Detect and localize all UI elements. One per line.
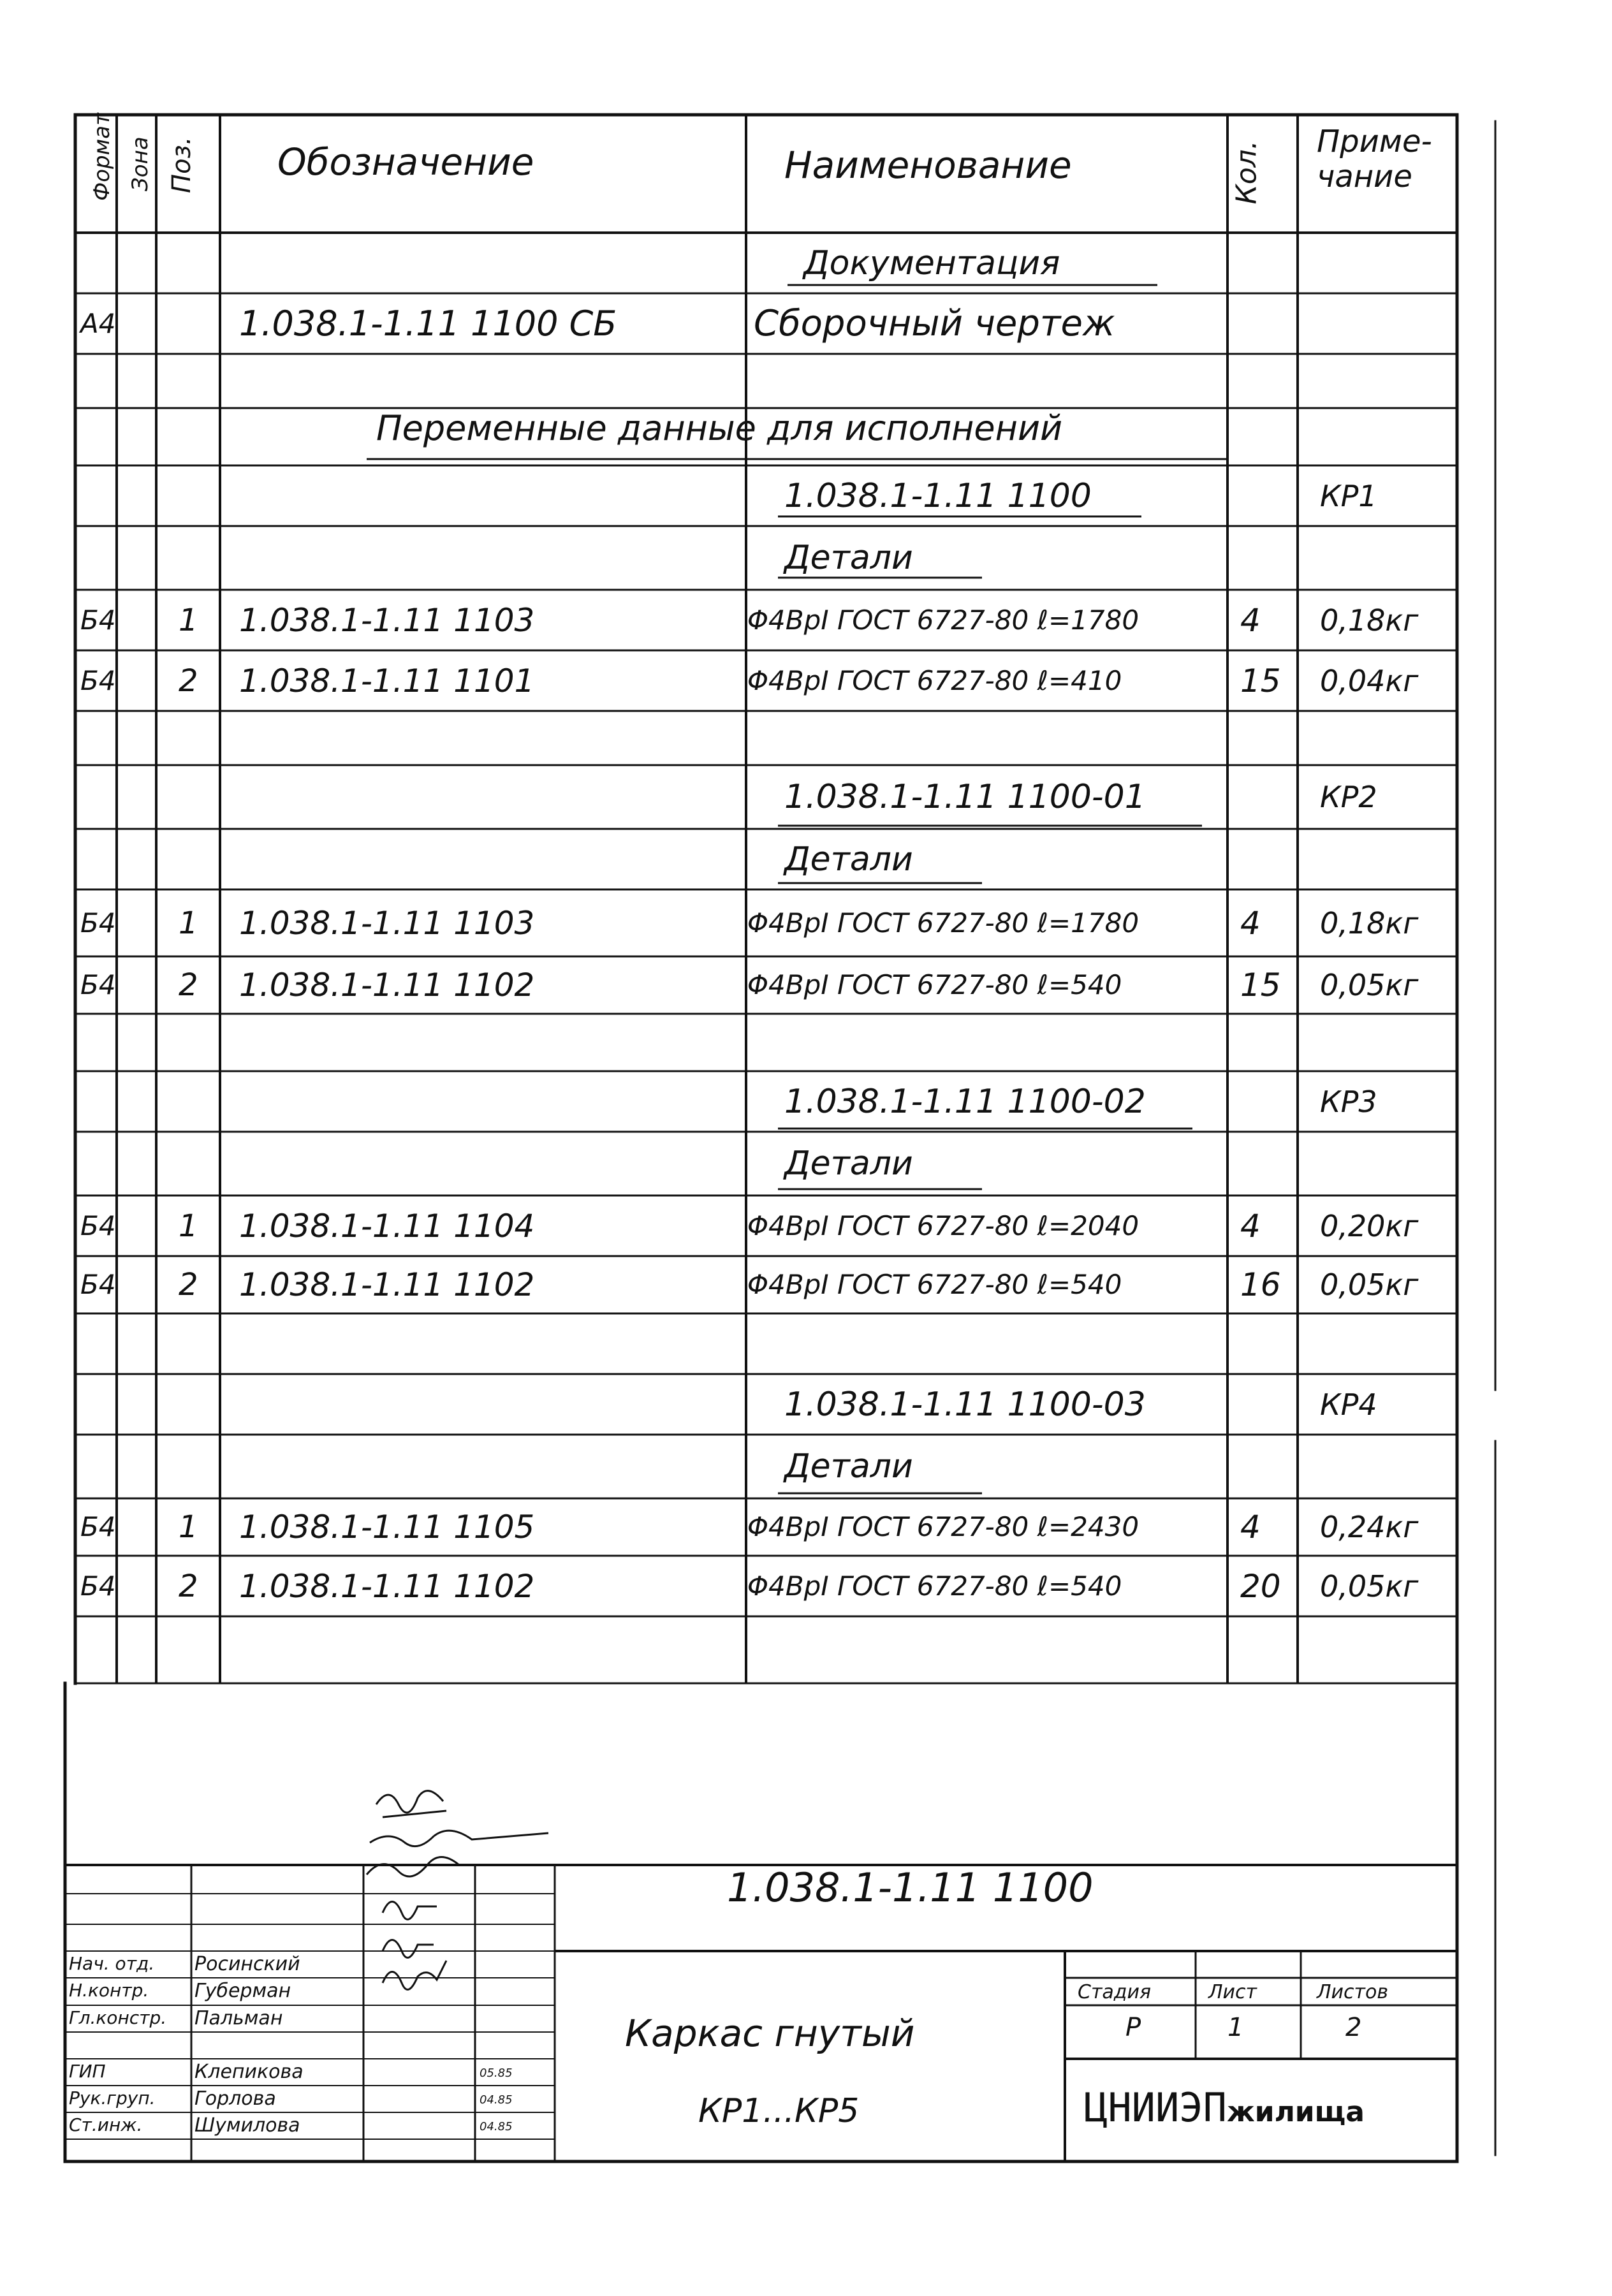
row-note: 0,20кг [1320,1208,1419,1243]
row-name: Детали [784,1144,913,1183]
row-position: 2 [179,967,198,1003]
organization-name [1084,2084,1365,2131]
row-name: Φ4ВрI ГОСТ 6727-80 ℓ=540 [747,1269,1122,1300]
organization-suffix: жилища [1226,2096,1365,2128]
row-note: 0,04кг [1320,663,1419,698]
row-note: 0,05кг [1320,968,1419,1002]
row-name: Φ4ВрI ГОСТ 6727-80 ℓ=540 [747,969,1122,1000]
row-designation: 1.038.1-1.11 1103 [239,904,535,942]
row-name: Φ4ВрI ГОСТ 6727-80 ℓ=540 [747,1570,1122,1602]
row-note: 0,05кг [1320,1568,1419,1604]
header-qty: Кол. [1230,140,1263,205]
staff-role: Н.контр. [69,1980,149,2001]
row-name: Детали [784,1447,913,1486]
row-position: 1 [179,1208,198,1244]
row-format: Б4 [80,1511,116,1542]
sheet-label: Лист [1208,1981,1257,2003]
staff-role: Рук.груп. [69,2088,156,2109]
row-designation: 1.038.1-1.11 1102 [239,967,535,1004]
sheets-label: Листов [1317,1981,1389,2003]
row-designation: 1.038.1-1.11 1102 [239,1266,535,1303]
row-position: 2 [179,1267,198,1303]
sheets-value: 2 [1345,2013,1362,2042]
staff-date: 05.85 [480,2066,513,2080]
row-quantity: 4 [1240,1207,1261,1245]
title-line1: Каркас гнутый [625,2012,915,2055]
header-designation: Обозначение [277,140,534,184]
row-name: Φ4ВрI ГОСТ 6727-80 ℓ=2040 [747,1210,1139,1241]
row-position: 1 [179,905,198,941]
row-name: Φ4ВрI ГОСТ 6727-80 ℓ=2430 [747,1511,1139,1542]
staff-role: ГИП [69,2061,106,2082]
row-quantity: 20 [1240,1567,1281,1605]
row-name: 1.038.1-1.11 1100-02 [784,1082,1146,1121]
row-name: 1.038.1-1.11 1100 [784,476,1092,515]
organization: ЦНИИЭП [1084,2084,1227,2131]
staff-role: Гл.констр. [69,2007,167,2028]
row-designation: 1.038.1-1.11 1105 [239,1509,535,1546]
header-format: Формат [89,113,115,201]
row-name: 1.038.1-1.11 1100-01 [784,778,1146,816]
row-format: Б4 [80,1269,116,1300]
row-quantity: 15 [1240,967,1281,1004]
row-quantity: 4 [1240,904,1261,942]
row-format: Б4 [80,969,116,1000]
row-format: Б4 [80,1210,116,1241]
row-designation: 1.038.1-1.11 1104 [239,1207,535,1245]
row-designation: 1.038.1-1.11 1100 СБ [239,303,617,344]
title-line2: КР1...КР5 [698,2092,860,2130]
header-name: Наименование [784,143,1072,187]
row-name: Детали [784,539,913,577]
row-quantity: 4 [1240,601,1261,639]
staff-role: Ст.инж. [69,2114,143,2135]
row-name: Φ4ВрI ГОСТ 6727-80 ℓ=1780 [747,604,1139,636]
row-quantity: 4 [1240,1509,1261,1546]
row-quantity: 15 [1240,662,1281,699]
header-zone: Зона [128,136,153,191]
row-name: Сборочный чертеж [754,302,1115,344]
staff-date: 04.85 [480,2120,513,2133]
row-name: Детали [784,840,913,879]
stage-value: Р [1125,2013,1141,2042]
header-pos: Поз. [167,136,196,193]
variable-data-heading: Переменные данные для исполнений [376,408,1063,448]
row-note: 0,24кг [1320,1510,1419,1544]
row-format: Б4 [80,664,116,696]
sheet-value: 1 [1227,2013,1244,2042]
staff-role: Нач. отд. [69,1953,155,1974]
row-note: КР1 [1320,478,1377,513]
row-designation: 1.038.1-1.11 1101 [239,662,535,699]
row-format: Б4 [80,604,116,636]
staff-name: Губерман [194,1980,291,2002]
row-note: 0,18кг [1320,603,1419,638]
row-note: КР2 [1320,780,1377,814]
row-position: 2 [179,662,198,699]
row-position: 1 [179,1509,198,1545]
row-name: Документация [803,244,1060,282]
row-note: 0,18кг [1320,905,1419,940]
row-name: 1.038.1-1.11 1100-03 [784,1385,1146,1424]
signatures [367,1791,548,1990]
row-note: КР3 [1320,1084,1377,1119]
row-format: Б4 [80,1570,116,1602]
staff-name: Пальман [194,2007,283,2029]
staff-name: Горлова [194,2088,276,2110]
row-format: А4 [80,307,116,339]
header-note-text: Приме-чание [1317,124,1432,195]
staff-name: Клепикова [194,2061,304,2083]
row-name: Φ4ВрI ГОСТ 6727-80 ℓ=1780 [747,907,1139,939]
row-note: 0,05кг [1320,1268,1419,1302]
row-position: 1 [179,602,198,638]
row-quantity: 16 [1240,1266,1281,1303]
title-block-code: 1.038.1-1.11 1100 [727,1864,1094,1911]
header-note [1317,124,1451,194]
row-designation: 1.038.1-1.11 1103 [239,601,535,639]
staff-name: Шумилова [194,2114,300,2137]
staff-date: 04.85 [480,2093,513,2107]
row-name: Φ4ВрI ГОСТ 6727-80 ℓ=410 [747,664,1122,696]
row-designation: 1.038.1-1.11 1102 [239,1567,535,1605]
staff-name: Росинский [194,1953,300,1975]
row-position: 2 [179,1568,198,1604]
row-note: КР4 [1320,1387,1377,1422]
row-format: Б4 [80,907,116,939]
stage-label: Стадия [1078,1981,1152,2003]
